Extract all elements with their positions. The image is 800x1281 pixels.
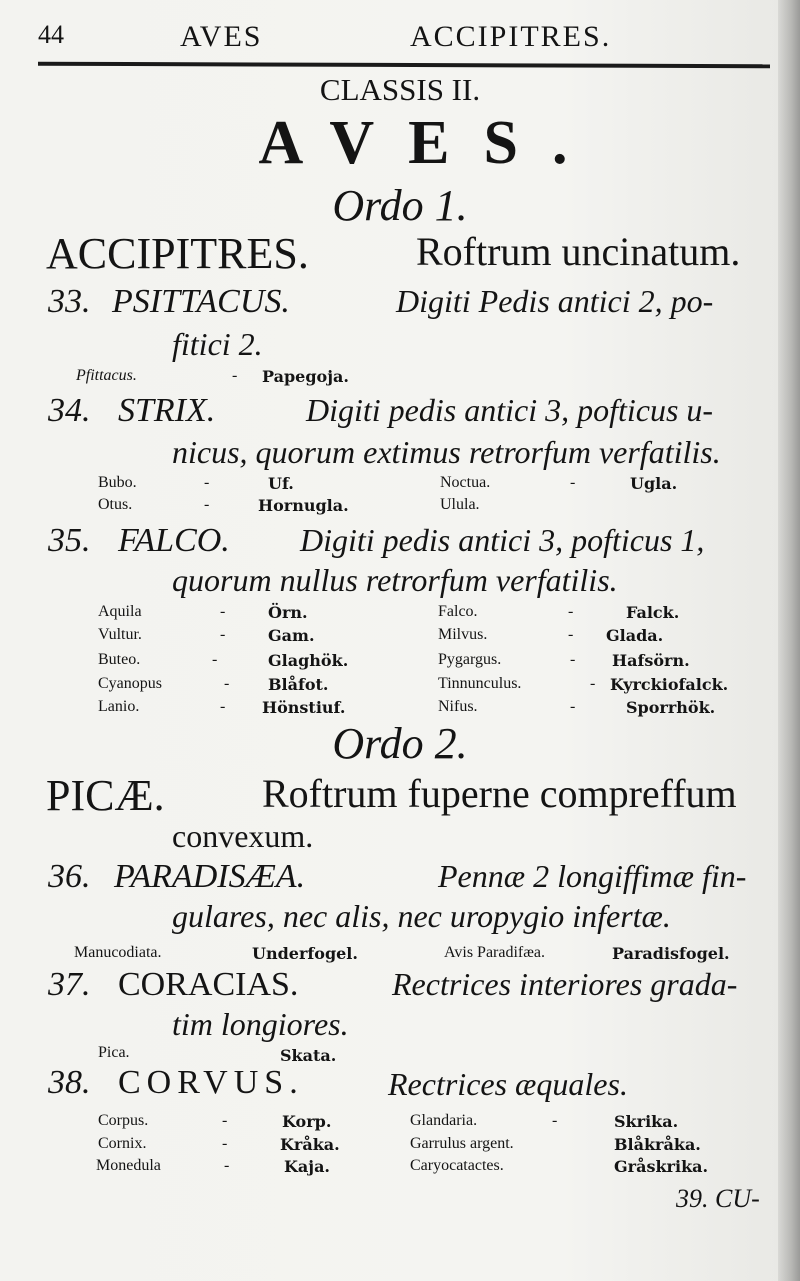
- genus-35-col2-latin-3: Pygargus.: [438, 651, 502, 668]
- genus-33-synonym-dash: -: [232, 367, 238, 384]
- genus-35-col2-latin-4: Tinnunculus.: [438, 675, 522, 692]
- genus-36-name: PARADISÆA.: [114, 858, 306, 895]
- genus-38-col2-vern-2: Blåkråka.: [614, 1135, 701, 1154]
- genus-38-col1-latin-3: Monedula: [96, 1157, 161, 1174]
- genus-35-col2-dash-1: -: [568, 603, 574, 620]
- ordo-2-description-line1: Roftrum fuperne compreffum: [262, 771, 737, 816]
- genus-36-desc-line1: Pennæ 2 longiffimæ fin-: [438, 858, 747, 894]
- genus-35-col1-latin-1: Aquila: [98, 603, 142, 620]
- genus-35-col1-latin-4: Cyanopus: [98, 675, 162, 692]
- genus-37-col1-latin-1: Pica.: [98, 1044, 130, 1061]
- genus-34-col2-latin-1: Noctua.: [440, 474, 491, 491]
- genus-34-col1-dash-1: -: [204, 474, 210, 491]
- genus-36-col1-latin-1: Manucodiata.: [74, 944, 162, 961]
- genus-35-number: 35.: [48, 522, 91, 559]
- genus-35-col2-latin-1: Falco.: [438, 603, 478, 620]
- genus-33-name: PSITTACUS.: [112, 283, 290, 320]
- genus-38-col1-vern-3: Kaja.: [284, 1157, 330, 1176]
- genus-34-desc-line1: Digiti pedis antici 3, pofticus u-: [306, 392, 714, 428]
- genus-38-col2-vern-1: Skrika.: [614, 1112, 679, 1131]
- header-rule: [38, 62, 770, 69]
- genus-38-col2-latin-3: Caryocatactes.: [410, 1157, 504, 1174]
- genus-35-col1-dash-4: -: [224, 675, 230, 692]
- genus-35-col1-dash-5: -: [220, 698, 226, 715]
- genus-35-col1-latin-2: Vultur.: [98, 626, 142, 643]
- running-head-left: AVES: [180, 20, 263, 53]
- genus-35-col1-vern-5: Hönstiuf.: [262, 698, 346, 717]
- genus-33-desc-line2: fitici 2.: [172, 326, 263, 362]
- ordo-2-description-line2: convexum.: [172, 818, 314, 854]
- genus-38-col1-latin-2: Cornix.: [98, 1135, 147, 1152]
- genus-35-desc-line2: quorum nullus retrorfum verfatilis.: [172, 562, 618, 598]
- page-number: 44: [38, 20, 64, 49]
- genus-35-col1-dash-1: -: [220, 603, 226, 620]
- genus-38-col1-dash-1: -: [222, 1112, 228, 1129]
- genus-38-col2-latin-1: Glandaria.: [410, 1112, 478, 1129]
- genus-33-desc-line1: Digiti Pedis antici 2, po-: [396, 283, 714, 319]
- genus-37-col1-vern-1: Skata.: [280, 1046, 337, 1065]
- genus-37-desc-line1: Rectrices interiores grada-: [392, 966, 738, 1002]
- genus-34-number: 34.: [48, 392, 91, 429]
- genus-38-number: 38.: [48, 1064, 91, 1101]
- genus-35-col2-dash-5: -: [570, 698, 576, 715]
- genus-35-col2-latin-2: Milvus.: [438, 626, 488, 643]
- aves-title: AVES.: [258, 109, 602, 177]
- genus-35-col2-dash-2: -: [568, 626, 574, 643]
- ordo-1-heading: Ordo 1.: [332, 181, 468, 230]
- genus-34-col1-vern-1: Uf.: [268, 474, 294, 493]
- genus-35-col2-dash-4: -: [590, 675, 596, 692]
- genus-38-name: CORVUS.: [118, 1064, 304, 1101]
- genus-38-col1-vern-1: Korp.: [282, 1112, 332, 1131]
- genus-35-col2-vern-4: Kyrckiofalck.: [610, 675, 729, 694]
- classis-heading: CLASSIS II.: [319, 72, 481, 107]
- ordo-1-name: ACCIPITRES.: [46, 229, 309, 278]
- genus-35-col1-vern-1: Örn.: [268, 603, 308, 622]
- genus-34-name: STRIX.: [118, 392, 216, 429]
- genus-38-col2-dash-1: -: [552, 1112, 558, 1129]
- ordo-2-heading: Ordo 2.: [332, 719, 468, 768]
- genus-33-synonym-vernacular: Papegoja.: [262, 367, 349, 386]
- catchword: 39. CU-: [676, 1184, 760, 1213]
- genus-35-col2-vern-3: Hafsörn.: [612, 651, 690, 670]
- genus-35-col1-vern-3: Glaghök.: [268, 651, 349, 670]
- genus-37-number: 37.: [48, 966, 91, 1003]
- genus-35-col2-vern-1: Falck.: [626, 603, 680, 622]
- genus-38-desc-line1: Rectrices æquales.: [388, 1066, 628, 1102]
- genus-38-col1-dash-3: -: [224, 1157, 230, 1174]
- genus-34-col2-latin-2: Ulula.: [440, 496, 480, 513]
- genus-33-number: 33.: [48, 283, 91, 320]
- genus-34-col1-dash-2: -: [204, 496, 210, 513]
- genus-34-col1-latin-1: Bubo.: [98, 474, 137, 491]
- ordo-2-name: PICÆ.: [46, 771, 165, 820]
- genus-34-col1-vern-2: Hornugla.: [258, 496, 349, 515]
- genus-38-col1-dash-2: -: [222, 1135, 228, 1152]
- genus-33-synonym-latin: Pfittacus.: [76, 367, 137, 384]
- genus-37-desc-line2: tim longiores.: [172, 1006, 349, 1042]
- genus-37-name: CORACIAS.: [118, 966, 299, 1003]
- genus-38-col1-latin-1: Corpus.: [98, 1112, 149, 1129]
- genus-36-number: 36.: [48, 858, 91, 895]
- genus-34-desc-line2: nicus, quorum extimus retrorfum verfatilis.: [172, 434, 721, 470]
- genus-35-col1-latin-3: Buteo.: [98, 651, 141, 668]
- genus-35-col1-dash-2: -: [220, 626, 226, 643]
- genus-38-col1-vern-2: Kråka.: [280, 1135, 340, 1154]
- genus-34-col2-vern-1: Ugla.: [630, 474, 678, 493]
- genus-35-col2-dash-3: -: [570, 651, 576, 668]
- running-head-right: ACCIPITRES.: [410, 20, 612, 53]
- genus-38-col2-vern-3: Gråskrika.: [614, 1157, 709, 1176]
- genus-36-col1-vern-1: Underfogel.: [252, 944, 358, 963]
- genus-35-col1-vern-4: Blåfot.: [268, 675, 329, 694]
- ordo-1-description: Roftrum uncinatum.: [416, 229, 741, 274]
- genus-35-col1-dash-3: -: [212, 651, 218, 668]
- genus-36-col2-latin-1: Avis Paradifæa.: [444, 944, 546, 961]
- genus-36-desc-line2: gulares, nec alis, nec uropygio infertæ.: [172, 898, 671, 934]
- genus-34-col2-dash-1: -: [570, 474, 576, 491]
- genus-35-desc-line1: Digiti pedis antici 3, pofticus 1,: [300, 522, 705, 558]
- genus-35-col2-vern-5: Sporrhök.: [626, 698, 716, 717]
- genus-35-col1-latin-5: Lanio.: [98, 698, 140, 715]
- genus-35-col2-latin-5: Nifus.: [438, 698, 478, 715]
- genus-36-col2-vern-1: Paradisfogel.: [612, 944, 730, 963]
- genus-35-col2-vern-2: Glada.: [606, 626, 664, 645]
- genus-34-col1-latin-2: Otus.: [98, 496, 133, 513]
- genus-38-col2-latin-2: Garrulus argent.: [410, 1135, 514, 1152]
- genus-35-name: FALCO.: [118, 522, 230, 559]
- genus-35-col1-vern-2: Gam.: [268, 626, 315, 645]
